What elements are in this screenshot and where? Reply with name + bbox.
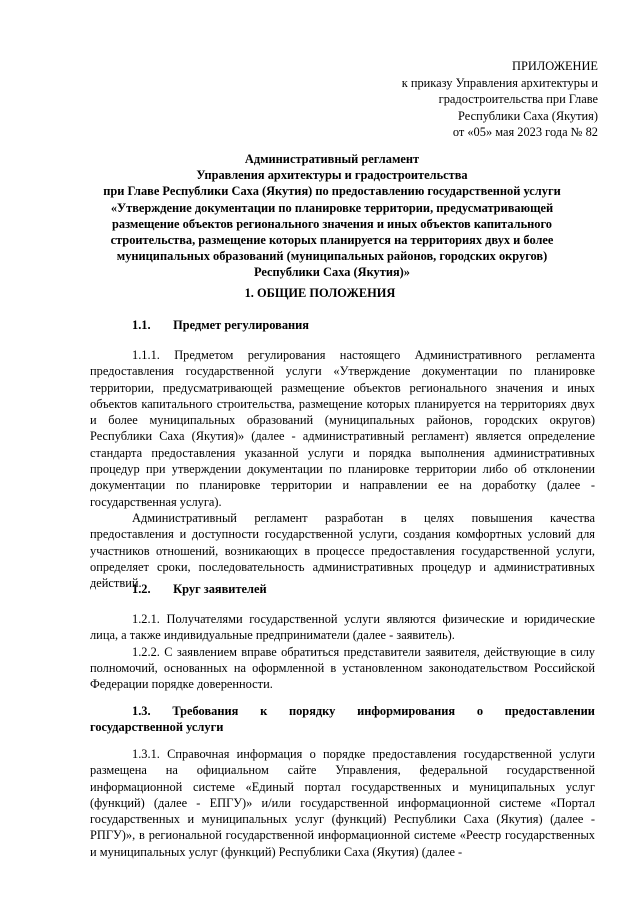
subsection-number: 1.1. (132, 318, 151, 332)
subsection-number: 1.3. (132, 704, 151, 718)
paragraph: Административный регламент разработан в целях повышения качества предоставления и доступности государственной услуги, создания комфортных условий для участников отношений, возникающих в процессе предоставления государственной услуги, определяет сроки, последовательность административных процедур и административных действий. (90, 510, 595, 591)
title-line: размещение объектов регионального значения и иных объектов капитального (111, 216, 553, 231)
appendix-line: к приказу Управления архитектуры и (401, 75, 598, 90)
subsection-body-1-3 (90, 746, 595, 860)
title-word: порядку (288, 704, 336, 718)
subsection-title-line (90, 703, 595, 719)
title-line: Административный регламент (244, 152, 420, 166)
subsection-heading-1-1 (132, 318, 309, 333)
title-word: Требования (172, 704, 239, 718)
subsection-number: 1.2. (132, 582, 151, 596)
title-word: информирования (357, 704, 456, 718)
title-word: к (260, 704, 268, 718)
title-line: Управления архитектуры и градостроительства (196, 168, 468, 183)
appendix-line: от «05» мая 2023 года № 82 (452, 125, 598, 140)
subsection-heading-1-3 (90, 703, 595, 736)
title-word: о (476, 704, 484, 718)
title-line: строительства, размещение которых планируется на территориях двух и более (110, 233, 554, 248)
subsection-body-1-1 (90, 347, 595, 591)
paragraph: 1.1.1. Предметом регулирования настоящего Административного регламента предоставления государственной услуги «Утверждение документации по планировке территории, предусматривающей размещение объектов регионального значения и иных объектов капитального строительства, размещение которых планируется на территориях двух и более муниципальных образований (муниципальных районов, городских округов) Республики Саха (Якутия)» (далее - административный регламент) является определение стандарта предоставления указанной услуги и порядка выполнения административных процедур при утверждении документации по планировке территории либо об отклонении документации по планировке территории и направлении ее на доработку (далее - государственная услуга). (90, 348, 595, 509)
subsection-heading-1-2 (132, 582, 267, 597)
title-line: при Главе Республики Саха (Якутия) по предоставлению государственной услуги (103, 184, 561, 199)
appendix-line: ПРИЛОЖЕНИЕ (512, 59, 598, 73)
subsection-title: Круг заявителей (173, 582, 267, 596)
subsection-title: Предмет регулирования (173, 318, 310, 332)
title-line: муниципальных образований (муниципальных районов, городских округов) (116, 249, 548, 264)
document-title (82, 151, 582, 281)
title-word: предоставлении (504, 704, 595, 718)
paragraph: 1.2.2. С заявлением вправе обратиться представители заявителя, действующие в силу полномочий, основанных на оформленной в установленном законодательством Российской Федерации порядке доверенности. (90, 644, 595, 692)
appendix-line: градостроительства при Главе (438, 92, 598, 107)
subsection-body-1-2 (90, 611, 595, 692)
appendix-line: Республики Саха (Якутия) (458, 108, 598, 123)
title-line: Республики Саха (Якутия)» (253, 265, 411, 280)
paragraph: 1.3.1. Справочная информация о порядке предоставления государственной услуги размещена на официальном сайте Управления, федеральной государственной информационной системе «Единый портал государственных и муниципальных услуг (функций) (далее - ЕПГУ)» и/или государственной информационной системе «Портал государственных и муниципальных услуг (функций) Республики Саха (Якутия) (далее - РПГУ)», в региональной государственной информационной системе «Реестр государственных и муниципальных услуг (функций) Республики Саха (Якутия) (далее - (90, 747, 595, 859)
appendix-header (402, 58, 598, 141)
section-heading: 1. ОБЩИЕ ПОЛОЖЕНИЯ (244, 286, 396, 300)
paragraph: 1.2.1. Получателями государственной услуги являются физические и юридические лица, а также индивидуальные предприниматели (далее - заявитель). (90, 612, 595, 643)
title-line: «Утверждение документации по планировке территории, предусматривающей (110, 200, 554, 215)
subsection-title-line: государственной услуги (90, 720, 224, 735)
